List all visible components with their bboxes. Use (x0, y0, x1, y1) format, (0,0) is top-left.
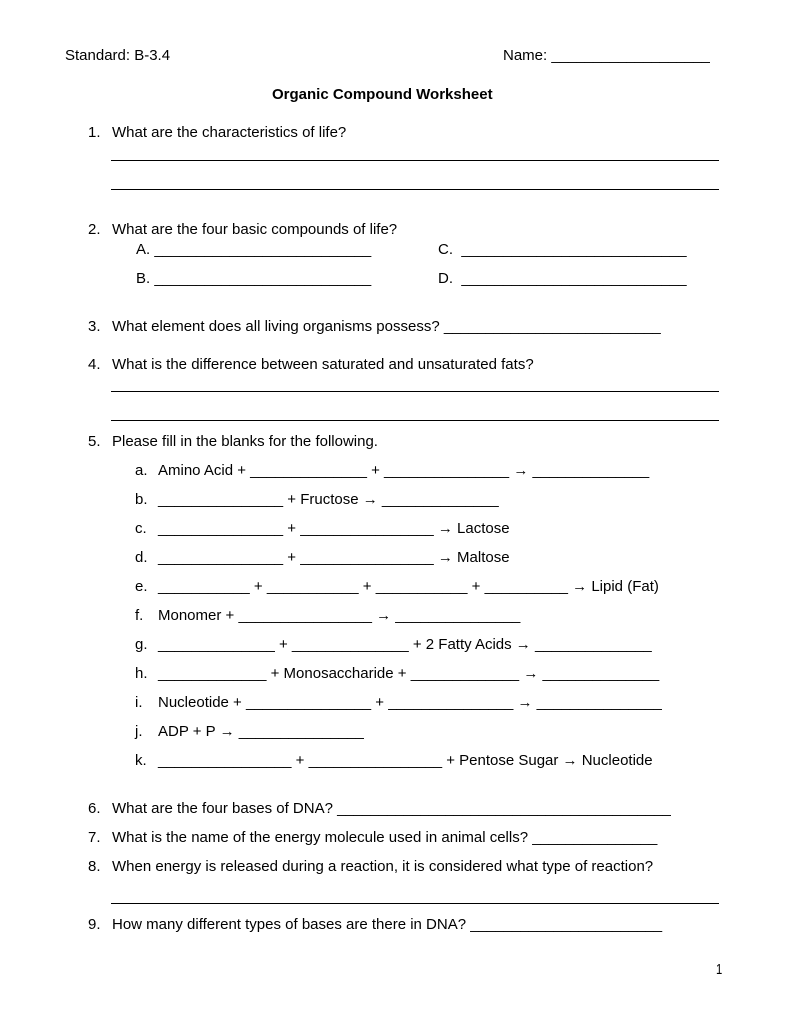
q5-item-letter: c. (135, 520, 147, 537)
q5-item-text: _______________ + ________________ → Maltose (158, 549, 510, 566)
q5-item-text: _____________ + Monosaccharide + _____________ → ______________ (158, 665, 660, 682)
q4-answer-line-1 (111, 391, 719, 392)
q2-option-b: B. __________________________ (136, 270, 372, 287)
q4-answer-line-2 (111, 420, 719, 421)
q5-item-text: ___________ + ___________ + ___________ + __________ → Lipid (Fat) (158, 578, 659, 595)
q9-number: 9. (88, 916, 101, 933)
q5-number: 5. (88, 433, 101, 450)
q2-option-d: D. ___________________________ (438, 270, 687, 287)
name-field: Name: ___________________ (503, 47, 710, 64)
q5-item-text: Monomer + ________________ → _______________ (158, 607, 521, 624)
q5-item-letter: e. (135, 578, 148, 595)
q3-text: What element does all living organisms possess? __________________________ (112, 318, 661, 335)
q4-text: What is the difference between saturated and unsaturated fats? (112, 356, 534, 373)
q2-option-a: A. __________________________ (136, 241, 372, 258)
q6-number: 6. (88, 800, 101, 817)
q5-item-letter: j. (135, 723, 143, 740)
q7-number: 7. (88, 829, 101, 846)
q6-text: What are the four bases of DNA? ________________________________________ (112, 800, 671, 817)
q5-item-text: _______________ + Fructose → ______________ (158, 491, 499, 508)
q2-option-c: C. ___________________________ (438, 241, 687, 258)
q1-text: What are the characteristics of life? (112, 124, 347, 141)
q5-text: Please fill in the blanks for the following. (112, 433, 378, 450)
q8-answer-line (111, 903, 719, 904)
q4-number: 4. (88, 356, 101, 373)
q5-item-text: Nucleotide + _______________ + _______________ → _______________ (158, 694, 662, 711)
q5-item-letter: f. (135, 607, 144, 624)
q5-item-letter: g. (135, 636, 148, 653)
q5-item-text: ADP + P → _______________ (158, 723, 364, 740)
q7-text: What is the name of the energy molecule used in animal cells? _______________ (112, 829, 658, 846)
q5-item-text: _______________ + ________________ → Lactose (158, 520, 510, 537)
q5-item-letter: a. (135, 462, 148, 479)
page-number: 1 (716, 961, 723, 978)
q5-item-letter: b. (135, 491, 148, 508)
page-title: Organic Compound Worksheet (272, 86, 493, 103)
q5-item-letter: d. (135, 549, 148, 566)
q5-item-text: ________________ + ________________ + Pentose Sugar → Nucleotide (158, 752, 653, 769)
q2-text: What are the four basic compounds of life? (112, 221, 398, 238)
q5-item-letter: h. (135, 665, 148, 682)
q8-text: When energy is released during a reaction, it is considered what type of reaction? (112, 858, 654, 875)
q1-number: 1. (88, 124, 101, 141)
standard-label: Standard: B-3.4 (65, 47, 171, 64)
q5-item-letter: k. (135, 752, 147, 769)
q3-number: 3. (88, 318, 101, 335)
q2-number: 2. (88, 221, 101, 238)
q8-number: 8. (88, 858, 101, 875)
q5-item-letter: i. (135, 694, 143, 711)
q5-item-text: ______________ + ______________ + 2 Fatty Acids → ______________ (158, 636, 652, 653)
q5-item-text: Amino Acid + ______________ + _______________ → ______________ (158, 462, 650, 479)
q1-answer-line-2 (111, 189, 719, 190)
q9-text: How many different types of bases are there in DNA? _______________________ (112, 916, 663, 933)
q1-answer-line-1 (111, 160, 719, 161)
